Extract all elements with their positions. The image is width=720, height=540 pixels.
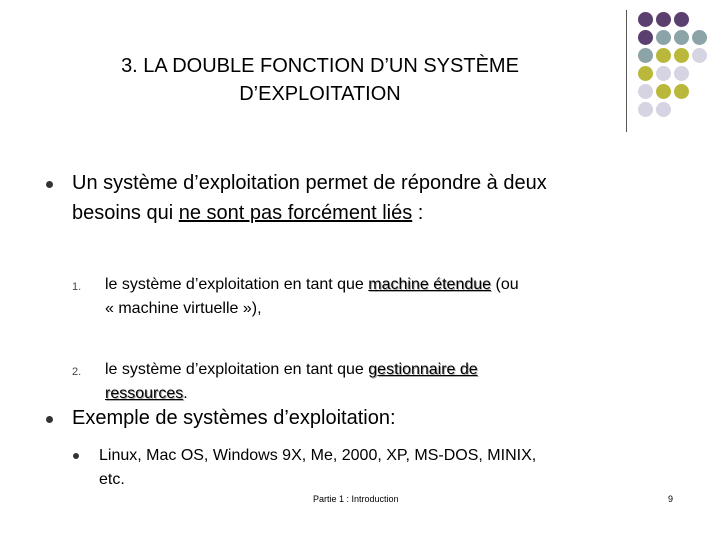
- bullet-text-2: Exemple de systèmes d’exploitation:: [72, 407, 396, 429]
- item-1-line-1: [105, 273, 695, 297]
- page-number: 9: [668, 494, 674, 504]
- decorative-dot: [674, 12, 689, 27]
- decorative-dot: [656, 102, 671, 117]
- item-number-2: 2.: [72, 366, 82, 378]
- bullet-1-line-2-pre: besoins qui: [72, 202, 179, 224]
- bullet-1-underlined: ne sont pas forcément liés: [178, 202, 413, 224]
- item-1-emphasis: machine étendue: [368, 276, 492, 293]
- decorative-dot: [638, 102, 653, 117]
- item-2-emphasis: gestionnaire de: [368, 361, 478, 378]
- decorative-dot: [674, 84, 689, 99]
- sub-bullet-line-2: etc.: [99, 471, 125, 488]
- bullet-icon: [46, 181, 53, 188]
- numbered-item-1: [105, 273, 695, 321]
- slide-title-line-2: D’EXPLOITATION: [239, 83, 401, 105]
- item-1-pre: le système d’exploitation en tant que: [105, 276, 369, 293]
- decorative-vertical-line: [626, 10, 627, 132]
- slide-title-line-1: 3. LA DOUBLE FONCTION D’UN SYSTÈME: [121, 55, 519, 77]
- decorative-dot: [638, 66, 653, 81]
- decorative-dot: [674, 66, 689, 81]
- bullet-text-1: [72, 168, 692, 228]
- decorative-dot: [674, 30, 689, 45]
- decorative-dot: [656, 84, 671, 99]
- decorative-dot: [656, 30, 671, 45]
- decorative-dot: [638, 48, 653, 63]
- numbered-item-2: [105, 358, 695, 406]
- bullet-1-line-2: [72, 198, 692, 228]
- decorative-dot: [656, 66, 671, 81]
- bullet-1-line-1: Un système d’exploitation permet de répondre à deux: [72, 172, 547, 194]
- slide-title: [40, 52, 600, 108]
- item-number-1: 1.: [72, 281, 82, 293]
- decorative-dot: [656, 48, 671, 63]
- decorative-dot: [656, 12, 671, 27]
- decorative-dot: [674, 48, 689, 63]
- item-2-line-2-post: .: [183, 385, 188, 402]
- decorative-dot: [638, 30, 653, 45]
- decorative-dot: [638, 12, 653, 27]
- decorative-dot: [692, 30, 707, 45]
- item-2-pre: le système d’exploitation en tant que: [105, 361, 369, 378]
- sub-bullet-icon: [73, 453, 79, 459]
- item-2-line-1: [105, 358, 695, 382]
- item-1-line-2: « machine virtuelle »),: [105, 300, 262, 317]
- bullet-icon: [46, 416, 53, 423]
- item-1-post: (ou: [491, 276, 519, 293]
- decorative-dot: [692, 48, 707, 63]
- decorative-dot: [638, 84, 653, 99]
- bullet-1-line-2-post: :: [412, 202, 424, 224]
- sub-bullet-line-1: Linux, Mac OS, Windows 9X, Me, 2000, XP, MS-DOS, MINIX,: [99, 447, 537, 464]
- item-2-emphasis-line-2: ressources: [105, 385, 184, 402]
- footer-text: Partie 1 : Introduction: [313, 494, 399, 504]
- sub-bullet-text: [99, 444, 689, 492]
